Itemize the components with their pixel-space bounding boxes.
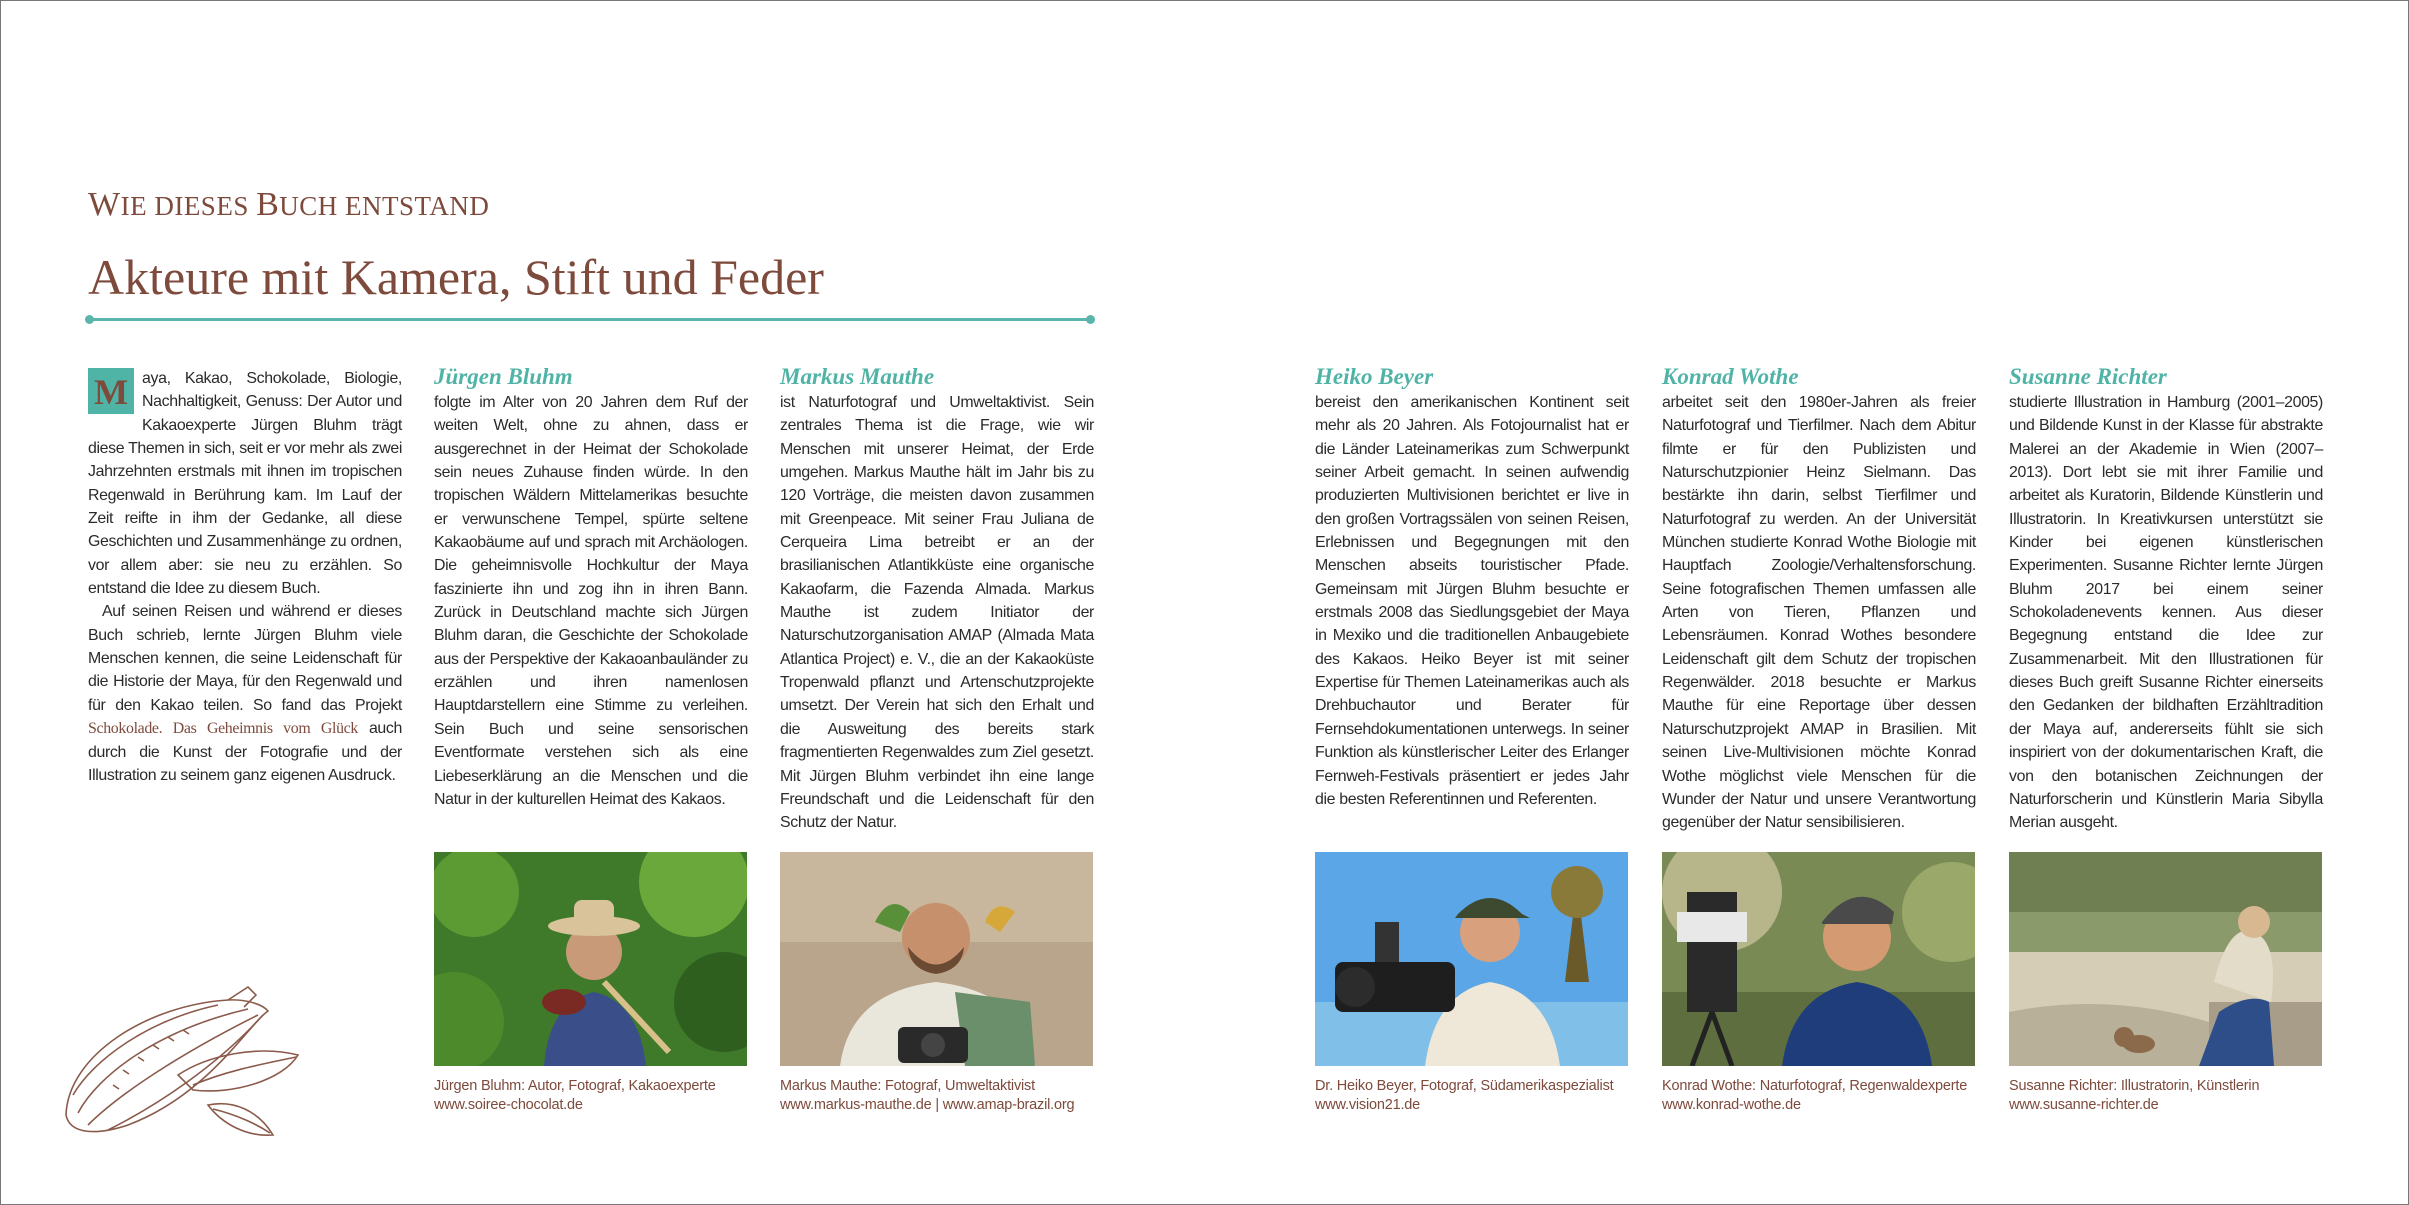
bio-column-juergen-bluhm	[434, 364, 748, 811]
portrait-photo-juergen-bluhm	[434, 852, 747, 1066]
bio-column-markus-mauthe	[780, 364, 1094, 835]
caption-text: Jürgen Bluhm: Autor, Fotograf, Kakaoexperte	[434, 1078, 716, 1094]
person-name: Susanne Richter	[2009, 364, 2167, 389]
photo-caption-susanne-richter	[2009, 1077, 2339, 1115]
title-rule	[88, 318, 1091, 321]
person-bio: arbeitet seit den 1980er-Jahren als freier Naturfotograf und Tierfilmer. Nach dem Abitur filmte er für den Publizisten und Naturschutzpionier Heinz Sielmann. Das bestärkte ihn darin, selbst Tierfilmer und Naturfotograf zu werden. An der Universität München studierte Konrad Wothe Biologie mit Hauptfach Zoologie/Verhaltensforschung. Seine fotografischen Themen umfassen alle Arten von Tieren, Pflanzen und Lebensräumen. Konrad Wothes besondere Leidenschaft gilt dem Schutz der tropischen Regenwälder. 2018 besuchte er Markus Mauthe für eine Reportage über dessen Naturschutzprojekt AMAP in Brasilien. Mit seinen Live-Multivisionen möchte Konrad Wothe möglichst viele Menschen für die Wunder der Natur und unsere Verantwortung gegenüber der Natur sensibilisieren.	[1662, 394, 1976, 832]
caption-text: Susanne Richter: Illustratorin, Künstlerin	[2009, 1078, 2260, 1094]
rule-dot-left	[85, 315, 94, 324]
drop-cap: M	[88, 368, 134, 414]
bio-column-susanne-richter	[2009, 364, 2323, 835]
person-name: Heiko Beyer	[1315, 364, 1434, 389]
intro-column	[88, 367, 402, 787]
caption-url: www.konrad-wothe.de	[1662, 1097, 1801, 1113]
portrait-photo-markus-mauthe	[780, 852, 1093, 1066]
bio-column-konrad-wothe	[1662, 364, 1976, 835]
caption-url: www.vision21.de	[1315, 1097, 1420, 1113]
caption-text: Markus Mauthe: Fotograf, Umweltaktivist	[780, 1078, 1035, 1094]
person-bio: folgte im Alter von 20 Jahren dem Ruf der weiten Welt, ohne zu ahnen, dass er ausgerechnet in der Heimat der Schokolade sein neues Zuhause finden würde. In den tropischen Wäldern Mittelamerikas besuchte er verwunschene Tempel, spürte seltene Kakaobäume auf und sprach mit Archäologen. Die geheimnisvolle Hochkultur der Maya faszinierte ihn und zog ihn in ihren Bann. Zurück in Deutschland machte sich Jürgen Bluhm daran, die Geschichte der Schokolade aus der Perspektive der Kakaoanbauländer zu erzählen und ihren namenlosen Hauptdarstellern eine Stimme zu verleihen. Sein Buch und seine sensorischen Eventformate verstehen sich als eine Liebeserklärung an die Menschen und die Natur in der kulturellen Heimat des Kakaos.	[434, 394, 748, 808]
intro-paragraph-2: Auf seinen Reisen und während er dieses Buch schrieb, lernte Jürgen Bluhm viele Menschen kennen, die seine Leidenschaft für die Historie der Maya, für den Regenwald und für den Kakao teilen. So fand das Projekt Schokolade. Das Geheimnis vom Glück auch durch die Kunst der Fotografie und der Illustration zu seinem ganz eigenen Ausdruck.	[88, 603, 403, 784]
portrait-photo-konrad-wothe	[1662, 852, 1975, 1066]
rule-dot-right	[1086, 315, 1095, 324]
caption-text: Konrad Wothe: Naturfotograf, Regenwaldexperte	[1662, 1078, 1968, 1094]
photo-caption-heiko-beyer	[1315, 1077, 1645, 1115]
page-title: Akteure mit Kamera, Stift und Feder	[88, 249, 824, 305]
photo-caption-konrad-wothe	[1662, 1077, 1992, 1115]
photo-caption-juergen-bluhm	[434, 1077, 764, 1115]
section-kicker: WIE DIESES BUCH ENTSTAND	[88, 186, 490, 223]
caption-url: www.markus-mauthe.de | www.amap-brazil.org	[780, 1097, 1075, 1113]
book-title: Schokolade. Das Geheimnis vom Glück	[88, 720, 358, 738]
caption-url: www.susanne-richter.de	[2009, 1097, 2159, 1113]
photo-caption-markus-mauthe	[780, 1077, 1110, 1115]
intro-paragraph-1: M aya, Kakao, Schokolade, Biologie, Nachhaltigkeit, Genuss: Der Autor und Kakaoexperte Jürgen Bluhm trägt diese Themen in sich, seit er vor mehr als zwei Jahrzehnten erstmals mit ihnen im tropischen Regenwald in Berührung kam. Im Lauf der Zeit reifte in ihm der Gedanke, all diese Geschichten und Zusammenhänge zu ordnen, vor allem aber: sie neu zu erzählen. So entstand die Idee zu diesem Buch.	[88, 370, 402, 598]
bio-column-heiko-beyer	[1315, 364, 1629, 811]
cacao-pod-illustration-icon	[58, 985, 308, 1150]
caption-url: www.soiree-chocolat.de	[434, 1097, 583, 1113]
portrait-photo-heiko-beyer	[1315, 852, 1628, 1066]
person-bio: ist Naturfotograf und Umweltaktivist. Sein zentrales Thema ist die Frage, wie wir Menschen mit unserer Heimat, der Erde umgehen. Markus Mauthe hält im Jahr bis zu 120 Vorträge, die meisten davon zusammen mit Greenpeace. Mit seiner Frau Juliana de Cerqueira Lima betreibt er an der brasilianischen Atlantikküste eine organische Kakaofarm, die Fazenda Almada. Markus Mauthe ist zudem Initiator der Naturschutzorganisation AMAP (Almada Mata Atlantica Project) e. V., die an der Kakaoküste Tropenwald pflanzt und Artenschutzprojekte umsetzt. Der Verein hat sich den Erhalt und die Ausweitung des bereits stark fragmentierten Regenwaldes zum Ziel gesetzt. Mit Jürgen Bluhm verbindet ihn eine lange Freundschaft und die Leidenschaft für den Schutz der Natur.	[780, 394, 1094, 832]
portrait-photo-susanne-richter	[2009, 852, 2322, 1066]
person-name: Jürgen Bluhm	[434, 364, 573, 389]
caption-text: Dr. Heiko Beyer, Fotograf, Südamerikaspezialist	[1315, 1078, 1614, 1094]
person-bio: studierte Illustration in Hamburg (2001–2005) und Bildende Kunst in der Klasse für abstrakte Malerei an der Akademie in Wien (2007–2013). Dort lebt sie mit ihrer Familie und arbeitet als Kuratorin, Bildende Künstlerin und Illustratorin. In Kreativkursen unterstützt sie Kinder bei eigenen künstlerischen Experimenten. Susanne Richter lernte Jürgen Bluhm 2017 bei einem seiner Schokoladenevents kennen. Aus dieser Begegnung entstand die Idee zur Zusammenarbeit. Mit den Illustrationen für dieses Buch greift Susanne Richter einerseits den Gedanken der bildhaften Erzähltradition der Maya auf, andererseits fühlt sie sich inspiriert von der dokumentarischen Kraft, die von den botanischen Zeichnungen der Naturforscherin und Künstlerin Maria Sibylla Merian ausgeht.	[2009, 394, 2323, 832]
person-name: Markus Mauthe	[780, 364, 935, 389]
person-name: Konrad Wothe	[1662, 364, 1799, 389]
person-bio: bereist den amerikanischen Kontinent seit mehr als 20 Jahren. Als Fotojournalist hat er die Länder Lateinamerikas zum Schwerpunkt seiner Arbeit gemacht. In seinen aufwendig produzierten Multivisionen berichtet er live in den großen Vortragssälen von seinen Reisen, Erlebnissen und Begegnungen mit den Menschen abseits touristischer Pfade. Gemeinsam mit Jürgen Bluhm besuchte er erstmals 2008 das Siedlungsgebiet der Maya in Mexiko und die traditionellen Anbaugebiete des Kakaos. Heiko Beyer ist mit seiner Expertise für Themen Lateinamerikas auch als Drehbuchautor und Berater für Fernsehdokumentationen unterwegs. In seiner Funktion als künstlerischer Leiter des Erlanger Fernweh-Festivals präsentiert er jedes Jahr die besten Referentinnen und Referenten.	[1315, 394, 1629, 808]
